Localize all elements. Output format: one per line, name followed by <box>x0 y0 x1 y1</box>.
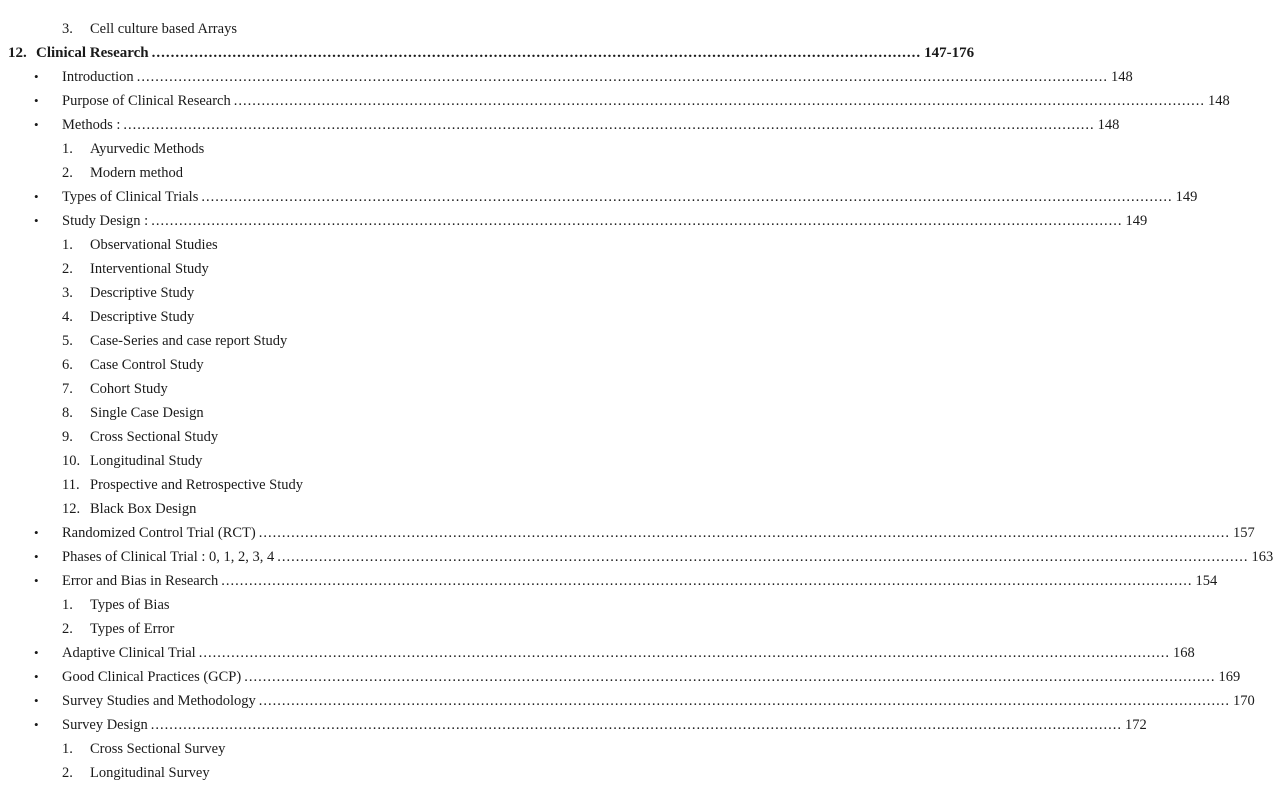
entry-leader <box>62 114 1120 136</box>
chapter-heading <box>0 42 975 64</box>
entry-page: 148 <box>1110 69 1133 85</box>
chapter-pages: 147-176 <box>924 45 975 61</box>
sub-item-number: 1. <box>62 741 73 757</box>
toc-sub-item <box>0 330 600 352</box>
entry-page: 170 <box>1232 693 1255 709</box>
sub-item-text: Observational Studies <box>90 237 218 253</box>
toc-sub-item <box>0 738 600 760</box>
toc-sub-item <box>0 378 600 400</box>
entry-leader <box>62 714 1147 736</box>
entry-page: 149 <box>1125 213 1148 229</box>
sub-item-number: 12. <box>62 501 81 517</box>
leader-dots: .................................................................................................................................................................. <box>151 45 922 61</box>
leader-dots: .................................................................................................................................................................................................................. <box>258 525 1230 541</box>
toc-sub-item <box>0 138 600 160</box>
entry-title: Randomized Control Trial (RCT) <box>62 525 256 541</box>
toc-sub-item <box>0 402 600 424</box>
chapter-title: Clinical Research <box>36 45 149 61</box>
sub-item-number: 1. <box>62 141 73 157</box>
bullet-icon: • <box>34 213 39 228</box>
sub-item-text: Cross Sectional Study <box>90 429 219 445</box>
entry-title: Error and Bias in Research <box>62 573 219 589</box>
sub-item-number: 2. <box>62 621 73 637</box>
leader-dots: .................................................................................................................................................................................................................. <box>150 717 1123 733</box>
toc-entry <box>0 90 1230 112</box>
entry-title: Phases of Clinical Trial : 0, 1, 2, 3, 4 <box>62 549 275 565</box>
toc-entry <box>0 114 1120 136</box>
toc-entry <box>0 690 1255 712</box>
toc-sub-item <box>0 426 600 448</box>
toc-sub-item <box>0 762 600 784</box>
sub-item-text: Case-Series and case report Study <box>90 333 288 349</box>
toc-sub-item <box>0 282 600 304</box>
toc-sub-item <box>0 306 600 328</box>
sub-item-number: 7. <box>62 381 73 397</box>
sub-item-number: 8. <box>62 405 73 421</box>
bullet-icon: • <box>34 717 39 732</box>
bullet-icon: • <box>34 189 39 204</box>
sub-item-number: 2. <box>62 261 73 277</box>
toc-entry <box>0 570 1218 592</box>
sub-item-number: 9. <box>62 429 73 445</box>
sub-item-text: Cell culture based Arrays <box>90 21 237 37</box>
entry-title: Good Clinical Practices (GCP) <box>62 669 242 685</box>
leader-dots: .................................................................................................................................................................................................................. <box>221 573 1193 589</box>
entry-leader <box>62 90 1230 112</box>
sub-item-text: Single Case Design <box>90 405 204 421</box>
bullet-icon: • <box>34 525 39 540</box>
toc-sub-item <box>0 18 600 40</box>
leader-dots: .................................................................................................................................................................................................................. <box>258 693 1230 709</box>
toc-sub-item <box>0 594 600 616</box>
bullet-icon: • <box>34 669 39 684</box>
entry-title: Types of Clinical Trials <box>62 189 199 205</box>
toc-entry <box>0 642 1195 664</box>
leader-dots: .................................................................................................................................................................................................................. <box>136 69 1108 85</box>
entry-title: Survey Design <box>62 717 148 733</box>
toc-entry <box>0 66 1133 88</box>
chapter-leader <box>36 42 975 64</box>
entry-page: 169 <box>1218 669 1241 685</box>
entry-page: 148 <box>1097 117 1120 133</box>
toc-sub-item <box>0 498 600 520</box>
toc-sub-item <box>0 450 600 472</box>
toc-entry <box>0 546 1273 568</box>
entry-leader <box>62 522 1255 544</box>
entry-title: Purpose of Clinical Research <box>62 93 231 109</box>
sub-item-number: 6. <box>62 357 73 373</box>
sub-item-text: Types of Bias <box>90 597 170 613</box>
sub-item-number: 5. <box>62 333 73 349</box>
sub-item-text: Cross Sectional Survey <box>90 741 226 757</box>
entry-page: 149 <box>1175 189 1198 205</box>
bullet-icon: • <box>34 573 39 588</box>
bullet-icon: • <box>34 93 39 108</box>
bullet-icon: • <box>34 645 39 660</box>
sub-item-number: 11. <box>62 477 80 493</box>
toc-sub-item <box>0 474 600 496</box>
sub-item-text: Types of Error <box>90 621 175 637</box>
sub-item-text: Prospective and Retrospective Study <box>90 477 304 493</box>
sub-item-text: Case Control Study <box>90 357 204 373</box>
leader-dots: .................................................................................................................................................................................................................. <box>277 549 1249 565</box>
entry-page: 163 <box>1251 549 1273 565</box>
entry-page: 148 <box>1207 93 1230 109</box>
sub-item-number: 3. <box>62 21 73 37</box>
sub-item-text: Cohort Study <box>90 381 168 397</box>
entry-leader <box>62 186 1198 208</box>
sub-item-text: Longitudinal Survey <box>90 765 210 781</box>
toc-entry <box>0 186 1198 208</box>
bullet-icon: • <box>34 549 39 564</box>
toc-entry <box>0 522 1255 544</box>
sub-item-text: Longitudinal Study <box>90 453 203 469</box>
entry-title: Methods : <box>62 117 121 133</box>
chapter-number: 12. <box>8 45 27 61</box>
leader-dots: .................................................................................................................................................................................................................. <box>201 189 1173 205</box>
entry-page: 157 <box>1232 525 1255 541</box>
entry-page: 154 <box>1195 573 1218 589</box>
entry-title: Study Design : <box>62 213 149 229</box>
sub-item-text: Descriptive Study <box>90 285 195 301</box>
sub-item-number: 1. <box>62 597 73 613</box>
leader-dots: .................................................................................................................................................................................................................. <box>198 645 1170 661</box>
entry-leader <box>62 546 1273 568</box>
sub-item-number: 10. <box>62 453 81 469</box>
sub-item-text: Interventional Study <box>90 261 209 277</box>
sub-item-number: 3. <box>62 285 73 301</box>
toc-entry <box>0 714 1147 736</box>
entry-leader <box>62 570 1218 592</box>
entry-leader <box>62 66 1133 88</box>
sub-item-text: Black Box Design <box>90 501 197 517</box>
leader-dots: .................................................................................................................................................................................................................. <box>123 117 1095 133</box>
toc-entry <box>0 210 1148 232</box>
entry-title: Introduction <box>62 69 134 85</box>
toc-entry <box>0 666 1241 688</box>
bullet-icon: • <box>34 693 39 708</box>
entry-page: 172 <box>1125 717 1147 733</box>
sub-item-text: Descriptive Study <box>90 309 195 325</box>
toc-sub-item <box>0 258 600 280</box>
sub-item-text: Modern method <box>90 165 184 181</box>
entry-leader <box>62 666 1241 688</box>
toc-sub-item <box>0 354 600 376</box>
sub-item-number: 2. <box>62 165 73 181</box>
sub-item-number: 2. <box>62 765 73 781</box>
entry-page: 168 <box>1172 645 1195 661</box>
entry-title: Survey Studies and Methodology <box>62 693 256 709</box>
bullet-icon: • <box>34 69 39 84</box>
entry-title: Adaptive Clinical Trial <box>62 645 196 661</box>
entry-leader <box>62 690 1255 712</box>
entry-leader <box>62 210 1148 232</box>
bullet-icon: • <box>34 117 39 132</box>
toc-sub-item <box>0 618 600 640</box>
sub-item-number: 4. <box>62 309 73 325</box>
leader-dots: .................................................................................................................................................................................................................. <box>151 213 1123 229</box>
toc-sub-item <box>0 234 600 256</box>
sub-item-text: Ayurvedic Methods <box>90 141 205 157</box>
sub-item-number: 1. <box>62 237 73 253</box>
leader-dots: .................................................................................................................................................................................................................. <box>244 669 1216 685</box>
toc-sub-item <box>0 162 600 184</box>
entry-leader <box>62 642 1195 664</box>
leader-dots: .................................................................................................................................................................................................................. <box>233 93 1205 109</box>
